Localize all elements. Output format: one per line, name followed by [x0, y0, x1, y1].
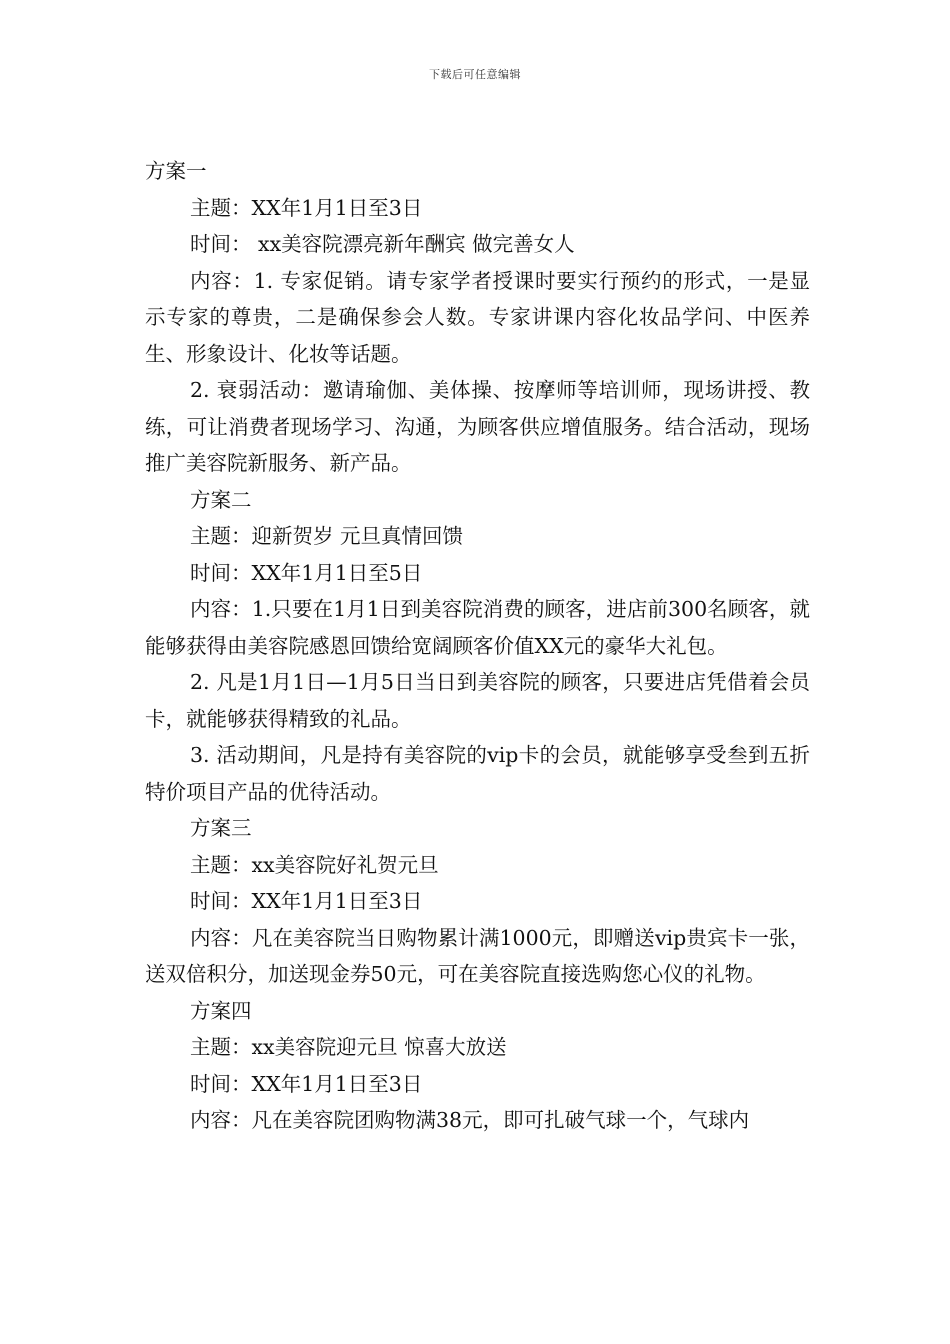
- plan-2-theme: 主题：迎新贺岁 元旦真情回馈: [190, 524, 464, 548]
- plan-1-content-2: 2. 衰弱活动：邀请瑜伽、美体操、按摩师等培训师，现场讲授、教练，可让消费者现场学习、沟通，为顾客供应增值服务。结合活动，现场推广美容院新服务、新产品。: [145, 378, 810, 475]
- plan-4-time: 时间：XX年1月1日至3日: [190, 1071, 423, 1096]
- plan-3-content: 内容：凡在美容院当日购物累计满1000元，即赠送vip贵宾卡一张，送双倍积分，加送现金券50元，可在美容院直接选购您心仪的礼物。: [145, 925, 810, 986]
- plan-1-theme: 主题：XX年1月1日至3日: [190, 195, 423, 220]
- plan-4-heading: 方案四: [190, 998, 252, 1023]
- plan-2-time: 时间：XX年1月1日至5日: [190, 560, 423, 585]
- header-note: 下载后可任意编辑: [429, 68, 521, 81]
- plan-4-content: 内容：凡在美容院团购物满38元，即可扎破气球一个，气球内: [190, 1108, 750, 1132]
- plan-3-theme: 主题：xx美容院好礼贺元旦: [190, 852, 439, 877]
- plan-2-content-1: 内容：1.只要在1月1日到美容院消费的顾客，进店前300名顾客，就能够获得由美容院感恩回馈给宽阔顾客价值XX元的豪华大礼包。: [145, 597, 810, 658]
- plan-1-time: 时间： xx美容院漂亮新年酬宾 做完善女人: [190, 232, 575, 256]
- plan-3-heading: 方案三: [190, 816, 252, 840]
- plan-2-content-2: 2. 凡是1月1日—1月5日当日到美容院的顾客，只要进店凭借着会员卡，就能够获得精致的礼品。: [145, 670, 810, 731]
- plan-4-theme: 主题：xx美容院迎元旦 惊喜大放送: [190, 1035, 507, 1059]
- plan-2-content-3: 3. 活动期间，凡是持有美容院的vip卡的会员，就能够享受叁到五折特价项目产品的优待活动。: [145, 743, 810, 804]
- plan-1-heading: 方案一: [145, 159, 207, 183]
- plan-2-heading: 方案二: [190, 487, 252, 512]
- plan-1-content-1: 内容：1. 专家促销。请专家学者授课时要实行预约的形式，一是显示专家的尊贵，二是确保参会人数。专家讲课内容化妆品学问、中医养生、形象设计、化妆等话题。: [145, 268, 810, 366]
- document-body: [145, 153, 810, 1139]
- plan-3-time: 时间：XX年1月1日至3日: [190, 889, 423, 913]
